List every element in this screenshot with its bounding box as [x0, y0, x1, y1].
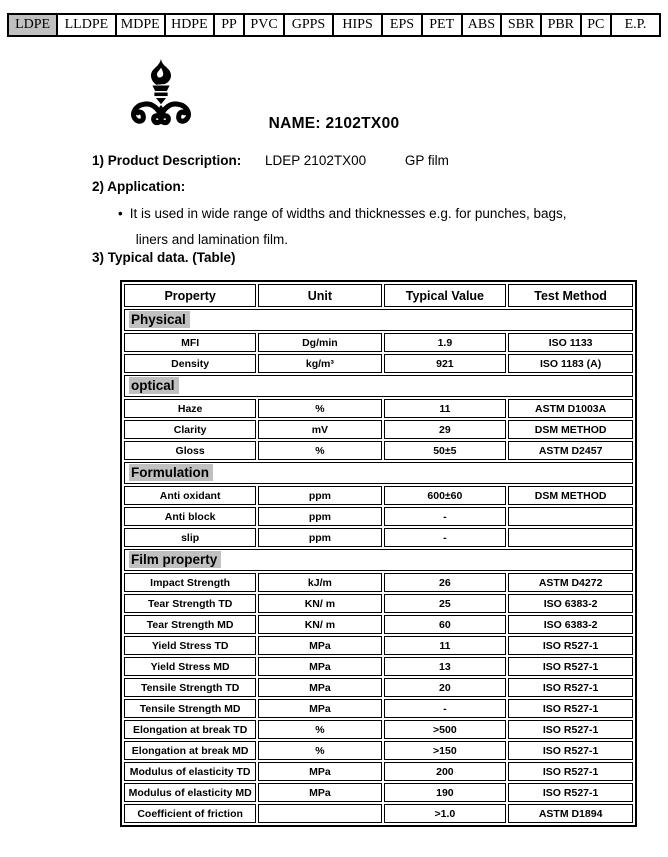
table-row: [124, 741, 633, 760]
cell-unit: mV: [258, 420, 381, 439]
tab-label: PBR: [547, 17, 575, 32]
cell-unit: %: [258, 741, 381, 760]
cell-method: ISO 6383-2: [508, 594, 633, 613]
cell-method: ISO R527-1: [508, 636, 633, 655]
cell-method: ISO R527-1: [508, 783, 633, 802]
cell-unit: ppm: [258, 528, 381, 547]
tab-label: PVC: [250, 17, 278, 32]
cell-value: 921: [384, 354, 507, 373]
cell-unit: MPa: [258, 657, 381, 676]
tab-label: PET: [429, 17, 455, 32]
cell-property: Tear Strength MD: [124, 615, 256, 634]
section-cell: [124, 309, 633, 331]
table-row: [124, 399, 633, 418]
cell-method: ISO 6383-2: [508, 615, 633, 634]
section-label: optical: [129, 377, 179, 394]
cell-property: Modulus of elasticity TD: [124, 762, 256, 781]
table-row: [124, 594, 633, 613]
table-row: [124, 783, 633, 802]
tab-hips[interactable]: [334, 15, 383, 35]
tab-lldpe[interactable]: [58, 15, 117, 35]
application-heading: 2) Application:: [92, 179, 186, 194]
bullet-text-line: It is used in wide range of widths and thicknesses e.g. for punches, bags,: [129, 206, 567, 221]
cell-unit: KN/ m: [258, 594, 381, 613]
tab-label: EPS: [389, 17, 415, 32]
cell-method: ASTM D2457: [508, 441, 633, 460]
section-row-film-property: [124, 549, 633, 571]
cell-property: Anti block: [124, 507, 256, 526]
tab-abs[interactable]: [463, 15, 503, 35]
cell-property: Yield Stress MD: [124, 657, 256, 676]
material-tab-bar: [7, 13, 661, 37]
cell-method: DSM METHOD: [508, 486, 633, 505]
cell-property: Anti oxidant: [124, 486, 256, 505]
cell-property: MFI: [124, 333, 256, 352]
table-row: [124, 804, 633, 823]
tab-hdpe[interactable]: [166, 15, 215, 35]
cell-property: Gloss: [124, 441, 256, 460]
section-cell: [124, 549, 633, 571]
cell-property: Yield Stress TD: [124, 636, 256, 655]
table-header-row: [124, 284, 633, 307]
cell-value: -: [384, 699, 507, 718]
cell-property: Tensile Strength TD: [124, 678, 256, 697]
tab-pet[interactable]: [423, 15, 463, 35]
page-title: NAME: 2102TX00: [268, 115, 400, 132]
column-header-property: Property: [124, 284, 256, 307]
table-row: [124, 615, 633, 634]
cell-unit: kJ/m: [258, 573, 381, 592]
cell-unit: MPa: [258, 762, 381, 781]
cell-value: -: [384, 507, 507, 526]
section-row-physical: [124, 309, 633, 331]
tab-eps[interactable]: [383, 15, 423, 35]
cell-value: 60: [384, 615, 507, 634]
cell-unit: MPa: [258, 699, 381, 718]
cell-value: >500: [384, 720, 507, 739]
table-row: [124, 354, 633, 373]
cell-method: ASTM D1894: [508, 804, 633, 823]
cell-method: DSM METHOD: [508, 420, 633, 439]
cell-method: ASTM D4272: [508, 573, 633, 592]
cell-value: 11: [384, 399, 507, 418]
table-row: [124, 333, 633, 352]
cell-value: 26: [384, 573, 507, 592]
tab-e-p[interactable]: [612, 15, 659, 35]
section-cell: [124, 375, 633, 397]
cell-property: Density: [124, 354, 256, 373]
column-header-typical-value: Typical Value: [384, 284, 507, 307]
cell-method: [508, 507, 633, 526]
cell-method: ASTM D1003A: [508, 399, 633, 418]
cell-value: 20: [384, 678, 507, 697]
tab-label: LDPE: [15, 17, 51, 32]
table-row: [124, 657, 633, 676]
cell-value: 13: [384, 657, 507, 676]
tab-label: E.P.: [624, 17, 647, 32]
table-row: [124, 486, 633, 505]
cell-property: Haze: [124, 399, 256, 418]
table-row: [124, 699, 633, 718]
tab-label: PC: [587, 17, 605, 32]
cell-unit: MPa: [258, 783, 381, 802]
tab-mdpe[interactable]: [117, 15, 166, 35]
tab-label: LLDPE: [64, 17, 109, 32]
bullet-icon: •: [118, 206, 123, 221]
cell-unit: [258, 804, 381, 823]
table-row: [124, 636, 633, 655]
tab-label: PP: [221, 17, 237, 32]
cell-unit: Dg/min: [258, 333, 381, 352]
cell-value: 1.9: [384, 333, 507, 352]
table-row: [124, 441, 633, 460]
section-row-formulation: [124, 462, 633, 484]
cell-value: 29: [384, 420, 507, 439]
cell-property: slip: [124, 528, 256, 547]
tab-gpps[interactable]: [285, 15, 334, 35]
cell-property: Tensile Strength MD: [124, 699, 256, 718]
cell-method: ISO R527-1: [508, 657, 633, 676]
cell-value: 600±60: [384, 486, 507, 505]
tab-label: GPPS: [291, 17, 326, 32]
cell-property: Elongation at break TD: [124, 720, 256, 739]
cell-unit: %: [258, 720, 381, 739]
table-row: [124, 720, 633, 739]
cell-value: 11: [384, 636, 507, 655]
cell-property: Modulus of elasticity MD: [124, 783, 256, 802]
cell-method: ISO R527-1: [508, 678, 633, 697]
cell-property: Tear Strength TD: [124, 594, 256, 613]
typical-data-heading: 3) Typical data. (Table): [92, 250, 236, 265]
cell-method: ISO 1133: [508, 333, 633, 352]
tab-label: MDPE: [120, 17, 160, 32]
cell-value: 50±5: [384, 441, 507, 460]
cell-method: ISO R527-1: [508, 762, 633, 781]
column-header-unit: Unit: [258, 284, 381, 307]
cell-unit: MPa: [258, 678, 381, 697]
cell-property: Coefficient of friction: [124, 804, 256, 823]
column-header-test-method: Test Method: [508, 284, 633, 307]
tab-ldpe[interactable]: [9, 15, 58, 35]
cell-unit: %: [258, 399, 381, 418]
cell-unit: ppm: [258, 486, 381, 505]
cell-value: >1.0: [384, 804, 507, 823]
cell-value: >150: [384, 741, 507, 760]
tab-pc[interactable]: [582, 15, 612, 35]
cell-unit: kg/m³: [258, 354, 381, 373]
product-description-heading: 1) Product Description:: [92, 153, 242, 168]
section-label: Film property: [129, 551, 221, 568]
tab-pbr[interactable]: [542, 15, 582, 35]
section-label: Formulation: [129, 464, 213, 481]
section-cell: [124, 462, 633, 484]
tab-label: SBR: [507, 17, 535, 32]
bullet-text-line: liners and lamination film.: [135, 232, 289, 247]
cell-unit: KN/ m: [258, 615, 381, 634]
table-row: [124, 678, 633, 697]
table-row: [124, 528, 633, 547]
tab-label: HDPE: [171, 17, 208, 32]
cell-method: [508, 528, 633, 547]
cell-value: 190: [384, 783, 507, 802]
tab-label: HIPS: [342, 17, 373, 32]
table-row: [124, 507, 633, 526]
section-row-optical: [124, 375, 633, 397]
product-description-line: [92, 153, 449, 168]
tab-label: ABS: [467, 17, 496, 32]
cell-method: ISO R527-1: [508, 699, 633, 718]
cell-method: ISO 1183 (A): [508, 354, 633, 373]
section-label: Physical: [129, 311, 190, 328]
cell-property: Elongation at break MD: [124, 741, 256, 760]
table-row: [124, 762, 633, 781]
cell-unit: %: [258, 441, 381, 460]
table-row: [124, 573, 633, 592]
cell-value: -: [384, 528, 507, 547]
cell-value: 200: [384, 762, 507, 781]
tab-pvc[interactable]: [245, 15, 285, 35]
cell-property: Impact Strength: [124, 573, 256, 592]
cell-method: ISO R527-1: [508, 720, 633, 739]
product-type: GP film: [404, 153, 449, 168]
typical-data-table: [120, 280, 637, 827]
tab-sbr[interactable]: [502, 15, 542, 35]
cell-unit: ppm: [258, 507, 381, 526]
cell-unit: MPa: [258, 636, 381, 655]
application-bullet-item: [118, 201, 618, 253]
application-bullet-text: [130, 201, 567, 253]
cell-value: 25: [384, 594, 507, 613]
table-row: [124, 420, 633, 439]
product-name: LDEP 2102TX00: [265, 153, 367, 168]
cell-method: ISO R527-1: [508, 741, 633, 760]
tab-pp[interactable]: [215, 15, 245, 35]
cell-property: Clarity: [124, 420, 256, 439]
